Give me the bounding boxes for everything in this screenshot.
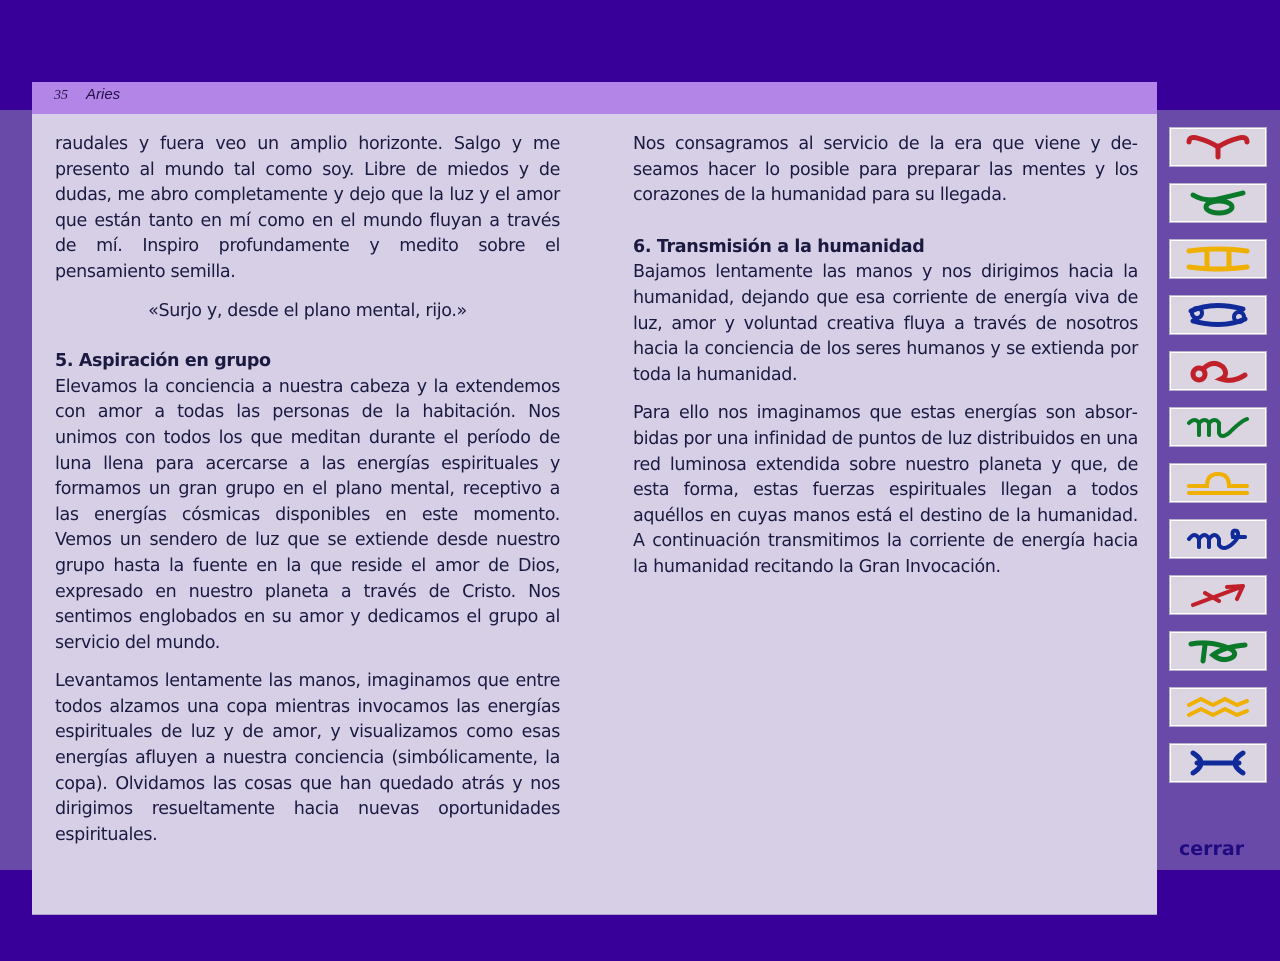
- leo-icon: [1183, 357, 1253, 385]
- paragraph: Nos consagramos al servicio de la era que viene y deseamos hacer lo posible para preparar las mentes y los corazones de la humanidad para su llegada.: [633, 134, 1138, 206]
- paragraph: Para ello nos imaginamos que estas energías son absorbidas por una infinidad de puntos de luz distribuidos en una red luminosa extendida sobre nuestro planeta y que, de esta forma, estas fuerzas espirituales llegan a todos aquéllos en cuyas manos está el destino de la humanidad. A continuación transmitimos la corriente de energía hacia la humanidad recitando la Gran Invocación.: [633, 403, 1138, 577]
- libra-icon: [1183, 469, 1253, 497]
- paragraph: Elevamos la conciencia a nuestra cabeza y la extendemos con amor a todas las personas de la habitación. Nos unimos con todos los que meditan durante el período de luna llena para acercarse a las energías espirituales y formamos un gran grupo en el plano mental, receptivo a las energías cósmicas disponibles en este momento. Vemos un sendero de luz que se extiende desde nuestro grupo hasta la fuente en la que reside el amor de Dios, expresado en nuestro planeta a través de Cristo. Nos sentimos englobados en su amor y dedicamos el grupo al servicio del mundo.: [55, 376, 560, 653]
- cancer-icon: [1183, 301, 1253, 329]
- paragraph: Levantamos lentamente las manos, imaginamos que entre todos alzamos una copa mientras invocamos las energías espirituales de luz y de amor, y visualizamos como esas energías afluyen a nuestra conciencia (simbólicamente, la copa). Olvidamos las cosas que han quedado atrás y nos dirigimos resueltamente hacia nuevas oportunidades espirituales.: [55, 671, 560, 845]
- sign-button-sagittarius[interactable]: [1170, 576, 1266, 614]
- sign-button-gemini[interactable]: [1170, 240, 1266, 278]
- aries-icon: [1183, 133, 1253, 161]
- document-page: [32, 82, 1157, 915]
- zodiac-sidebar: [1170, 128, 1266, 800]
- sign-button-capricorn[interactable]: [1170, 632, 1266, 670]
- sign-button-cancer[interactable]: [1170, 296, 1266, 334]
- sign-button-taurus[interactable]: [1170, 184, 1266, 222]
- sign-button-leo[interactable]: [1170, 352, 1266, 390]
- paragraph: Bajamos lentamente las manos y nos dirigimos hacia la humanidad, dejando que esa corriente de energía viva de luz, amor y voluntad creativa fluya a través de nosotros hacia la conciencia de los seres humanos y se extienda por toda la humanidad.: [633, 262, 1138, 385]
- page-header: [32, 82, 1157, 114]
- capricorn-icon: [1183, 637, 1253, 665]
- aquarius-icon: [1183, 693, 1253, 721]
- sign-button-aquarius[interactable]: [1170, 688, 1266, 726]
- gemini-icon: [1183, 245, 1253, 273]
- section-heading-6: 6. Transmisión a la humanidad: [633, 236, 925, 257]
- page-number: 35: [54, 88, 68, 103]
- sign-button-pisces[interactable]: [1170, 744, 1266, 782]
- seed-thought-quote: «Surjo y, desde el plano mental, rijo.»: [148, 300, 467, 321]
- paragraph: raudales y fuera veo un amplio horizonte. Salgo y me presento al mundo tal como soy. Libre de miedos y de dudas, me abro completamente y dejo que la luz y el amor que están tanto en mí como en el mundo fluyan a través de mí. Inspiro profundamente y medito sobre el pensamiento semilla.: [55, 134, 560, 282]
- taurus-icon: [1183, 189, 1253, 217]
- sign-button-virgo[interactable]: [1170, 408, 1266, 446]
- close-link[interactable]: cerrar: [1179, 838, 1245, 860]
- running-title: Aries: [86, 86, 121, 103]
- pisces-icon: [1183, 749, 1253, 777]
- section-heading-5: 5. Aspiración en grupo: [55, 351, 271, 372]
- sagittarius-icon: [1183, 581, 1253, 609]
- spacer: [633, 222, 1138, 235]
- sign-button-libra[interactable]: [1170, 464, 1266, 502]
- right-column: [633, 132, 1138, 594]
- sign-button-scorpio[interactable]: [1170, 520, 1266, 558]
- sign-button-aries[interactable]: [1170, 128, 1266, 166]
- virgo-icon: [1183, 413, 1253, 441]
- scorpio-icon: [1183, 525, 1253, 553]
- left-column: [55, 132, 560, 861]
